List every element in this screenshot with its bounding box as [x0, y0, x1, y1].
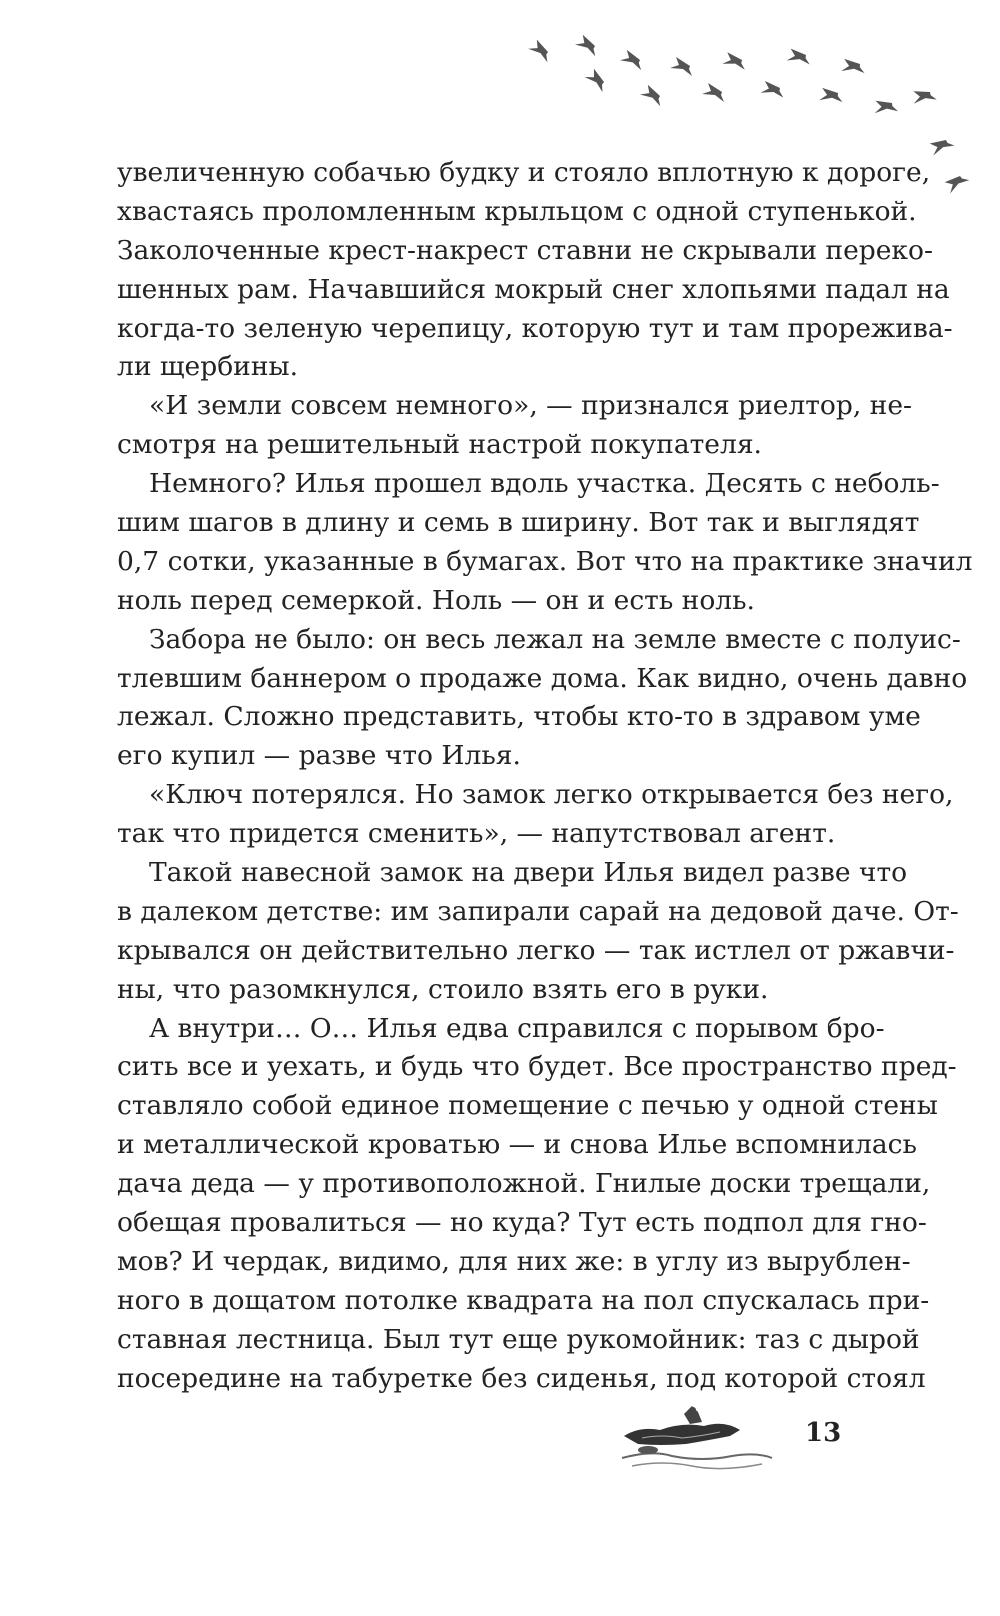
- text-line: смотря на решительный настрой покупателя.: [117, 429, 762, 461]
- text-line: ли щербины.: [117, 351, 298, 383]
- text-line: его купил — разве что Илья.: [117, 740, 521, 772]
- text-line: шим шагов в длину и семь в ширину. Вот так и выглядят: [117, 507, 920, 539]
- text-line: 0,7 сотки, указанные в бумагах. Вот что на практике значил: [117, 545, 973, 577]
- text-line: ноль перед семеркой. Ноль — он и есть ноль.: [117, 584, 755, 616]
- body-text: [117, 154, 973, 1399]
- text-line: лежал. Сложно представить, чтобы кто-то в здравом уме: [117, 701, 921, 733]
- text-line: посередине на табуретке без сиденья, под которой стоял: [117, 1362, 926, 1394]
- text-line: в далеком детстве: им запирали сарай на дедовой даче. От-: [117, 895, 959, 927]
- text-line: мов? И чердак, видимо, для них же: в углу из вырублен-: [117, 1245, 911, 1277]
- duck-ornament-icon: [612, 1400, 782, 1480]
- text-line: тлевшим баннером о продаже дома. Как видно, очень давно: [117, 662, 968, 694]
- text-line: Немного? Илья прошел вдоль участка. Десять с неболь-: [149, 468, 940, 500]
- text-line: Заколоченные крест-накрест ставни не скрывали переко-: [117, 234, 933, 266]
- text-line: дача деда — у противоположной. Гнилые доски трещали,: [117, 1168, 931, 1200]
- text-line: увеличенную собачью будку и стояло вплотную к дороге,: [117, 157, 931, 188]
- text-line: «Ключ потерялся. Но замок легко открывается без него,: [149, 779, 954, 811]
- page-number: 13: [805, 1418, 842, 1448]
- text-line: и металлической кроватью — и снова Илье вспомнилась: [117, 1129, 917, 1161]
- text-line: сить все и уехать, и будь что будет. Все пространство пред-: [117, 1051, 957, 1083]
- text-line: шенных рам. Начавшийся мокрый снег хлопьями падал на: [117, 273, 950, 305]
- text-line: ставная лестница. Был тут еще рукомойник: таз с дырой: [117, 1323, 920, 1355]
- text-line: так что придется сменить», — напутствовал агент.: [117, 818, 836, 850]
- text-line: когда-то зеленую черепицу, которую тут и там прорежива-: [117, 312, 953, 344]
- text-line: ного в дощатом потолке квадрата на пол спускалась при-: [117, 1284, 930, 1316]
- text-line: хвастаясь проломленным крыльцом с одной ступенькой.: [117, 195, 917, 227]
- text-line: обещая провалиться — но куда? Тут есть подпол для гно-: [117, 1207, 927, 1239]
- text-line: ны, что разомкнулся, стоило взять его в руки.: [117, 973, 769, 1005]
- text-line: А внутри… О… Илья едва справился с порывом бро-: [149, 1012, 885, 1044]
- text-line: крывался он действительно легко — так истлел от ржавчи-: [117, 934, 955, 966]
- text-line: Такой навесной замок на двери Илья видел разве что: [149, 857, 908, 889]
- text-line: Забора не было: он весь лежал на земле вместе с полуис-: [149, 623, 961, 655]
- text-line: «И земли совсем немного», — признался риелтор, не-: [149, 390, 912, 422]
- text-line: ставляло собой единое помещение с печью у одной стены: [117, 1090, 938, 1122]
